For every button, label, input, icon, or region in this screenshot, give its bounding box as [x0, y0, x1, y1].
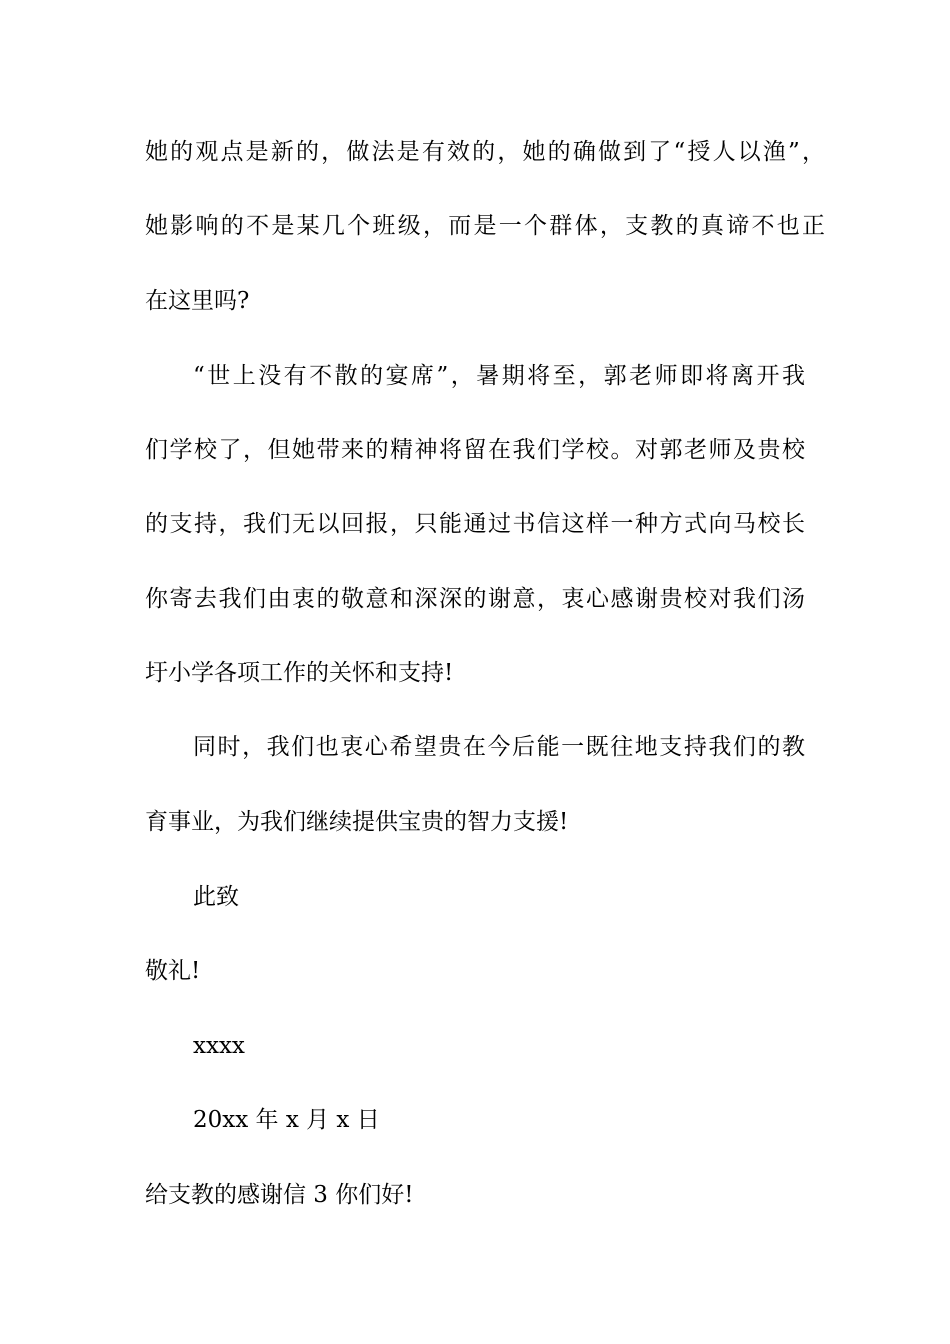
closing-signature: xxxx: [193, 1033, 245, 1059]
paragraph-1-line-1: 她的观点是新的，做法是有效的，她的确做到了“授人以渔”，: [145, 139, 825, 165]
paragraph-3-line-2: 育事业，为我们继续提供宝贵的智力支援!: [145, 809, 569, 835]
closing-respect: 敬礼!: [145, 958, 201, 984]
paragraph-2-line-3: 的支持，我们无以回报，只能通过书信这样一种方式向马校长: [145, 511, 805, 537]
closing-date: 20xx 年 x 月 x 日: [193, 1107, 380, 1133]
paragraph-2-line-5: 圩小学各项工作的关怀和支持!: [145, 660, 454, 686]
paragraph-2-line-4: 你寄去我们由衷的敬意和深深的谢意，衷心感谢贵校对我们汤: [145, 586, 805, 612]
paragraph-3-line-1: 同时，我们也衷心希望贵在今后能一既往地支持我们的教: [193, 734, 805, 760]
closing-salutation: 此致: [193, 884, 239, 910]
paragraph-2-line-2: 们学校了，但她带来的精神将留在我们学校。对郭老师及贵校: [145, 437, 805, 463]
paragraph-1-line-2: 她影响的不是某几个班级，而是一个群体，支教的真谛不也正: [145, 213, 825, 239]
next-letter-title: 给支教的感谢信 3 你们好!: [145, 1182, 414, 1208]
paragraph-1-line-3: 在这里吗?: [145, 288, 250, 314]
paragraph-2-line-1: “世上没有不散的宴席”，暑期将至，郭老师即将离开我: [193, 363, 805, 389]
